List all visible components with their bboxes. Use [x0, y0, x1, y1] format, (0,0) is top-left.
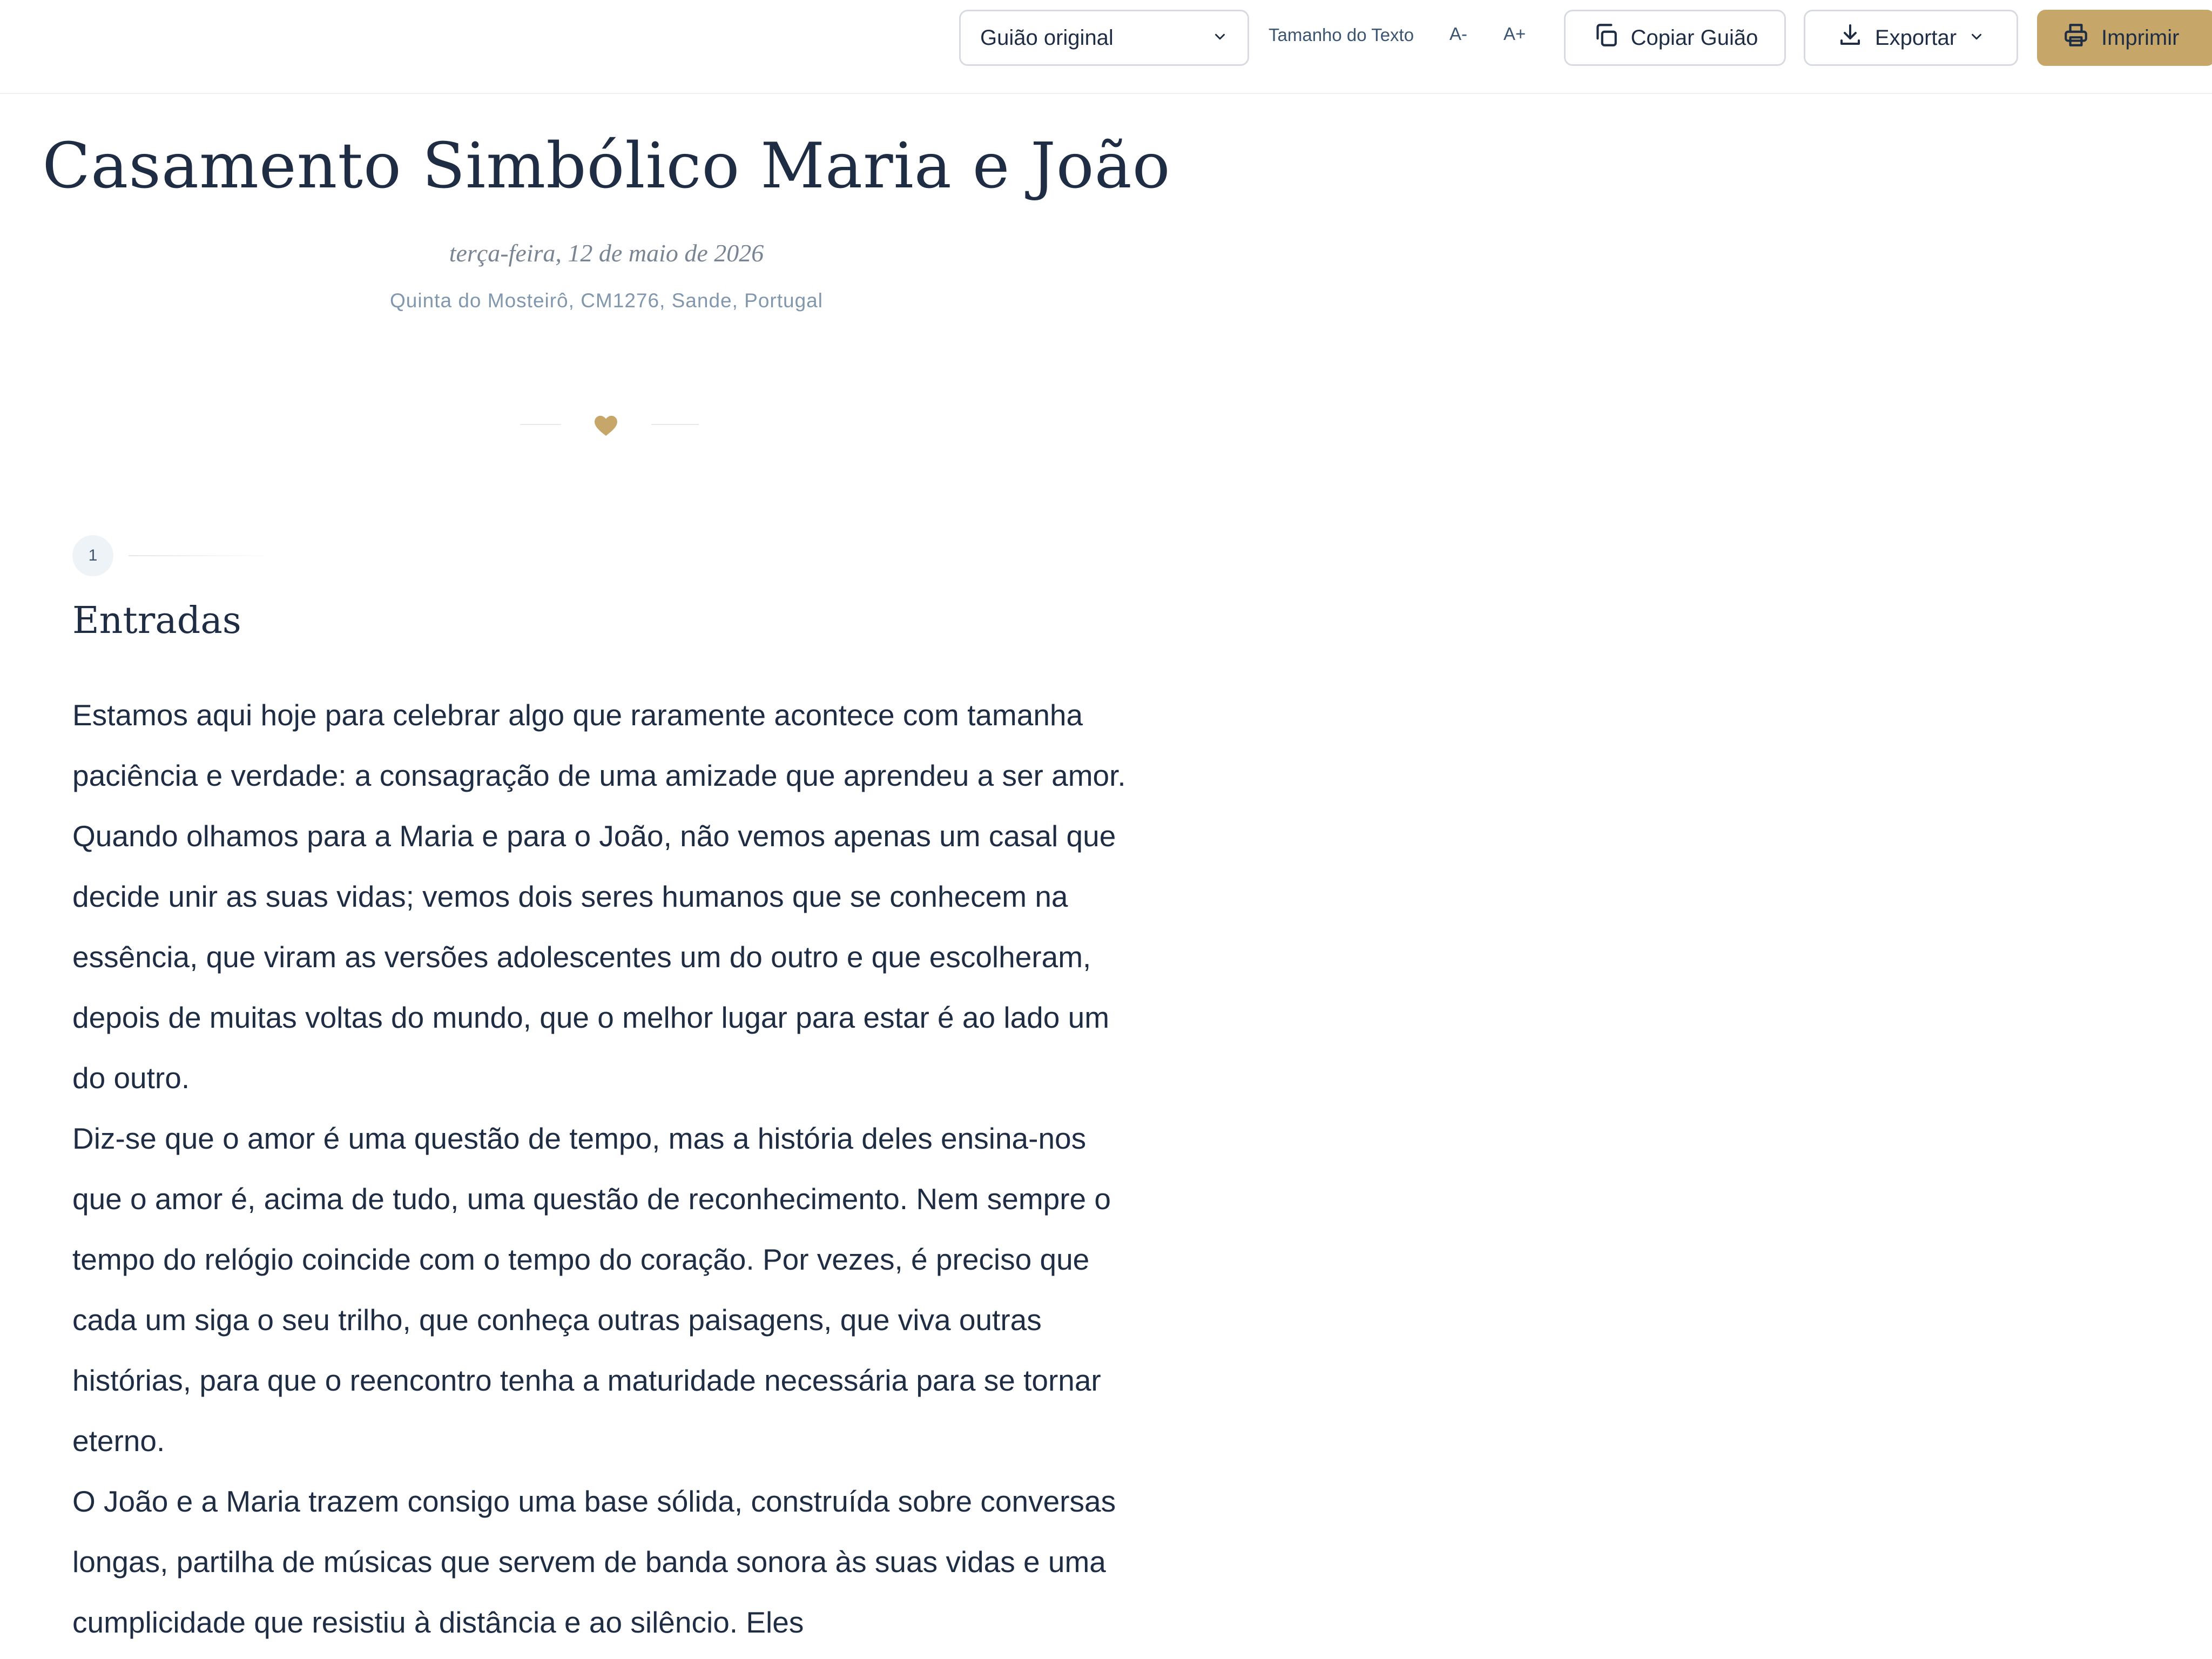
divider-line-left — [520, 424, 561, 425]
script-paragraph: Estamos aqui hoje para celebrar algo que raramente acontece com tamanha paciência e verdade: a consagração de uma amizade que aprendeu a ser amor. Quando olhamos para a Maria e para o João, não vemos apenas um casal que decide unir as suas vidas; vemos dois seres humanos que se conhecem na essência, que viram as versões adolescentes um do outro e que escolheram, depois de muitas voltas do mundo, que o melhor lugar para estar é ao lado um do outro. — [72, 698, 1126, 1095]
script-version-select[interactable] — [959, 10, 1249, 66]
script-version-value: Guião original — [980, 25, 1114, 50]
section-number-badge: 1 — [72, 535, 113, 576]
divider-line-right — [651, 424, 699, 425]
chevron-down-icon — [1968, 26, 1985, 50]
export-button[interactable] — [1804, 10, 2018, 66]
increase-text-size-button[interactable]: A+ — [1503, 24, 1526, 44]
printer-icon — [2062, 22, 2089, 54]
print-button[interactable] — [2037, 10, 2212, 66]
script-paragraph: Diz-se que o amor é uma questão de tempo, mas a história deles ensina-nos que o amor é, acima de tudo, uma questão de reconhecimento. Nem sempre o tempo do relógio coincide com o tempo do coração. Por vezes, é preciso que cada um siga o seu trilho, que conheça outras paisagens, que viva outras histórias, para que o reencontro tenha a maturidade necessária para se tornar eterno. — [72, 1122, 1111, 1458]
export-label: Exportar — [1874, 25, 1957, 50]
heart-icon — [594, 415, 618, 439]
section-divider — [129, 555, 274, 556]
text-size-label: Tamanho do Texto — [1269, 25, 1414, 45]
chevron-down-icon — [1212, 26, 1228, 50]
decrease-text-size-button[interactable]: A- — [1449, 24, 1467, 44]
download-icon — [1837, 22, 1863, 53]
event-location: Quinta do Mosteirô, CM1276, Sande, Portugal — [390, 289, 823, 312]
script-paragraph: O João e a Maria trazem consigo uma base sólida, construída sobre conversas longas, partilha de músicas que servem de banda sonora às suas vidas e uma cumplicidade que resistiu à distância e ao silêncio. Eles — [72, 1485, 1116, 1639]
toolbar — [0, 0, 2212, 94]
print-label: Imprimir — [2101, 25, 2180, 50]
copy-script-button[interactable] — [1564, 10, 1786, 66]
page-title: Casamento Simbólico Maria e João — [42, 130, 1171, 203]
event-date: terça-feira, 12 de maio de 2026 — [449, 239, 764, 267]
copy-icon — [1592, 22, 1619, 54]
copy-script-label: Copiar Guião — [1630, 25, 1758, 50]
script-body — [72, 685, 1131, 1653]
section-title: Entradas — [72, 599, 241, 642]
